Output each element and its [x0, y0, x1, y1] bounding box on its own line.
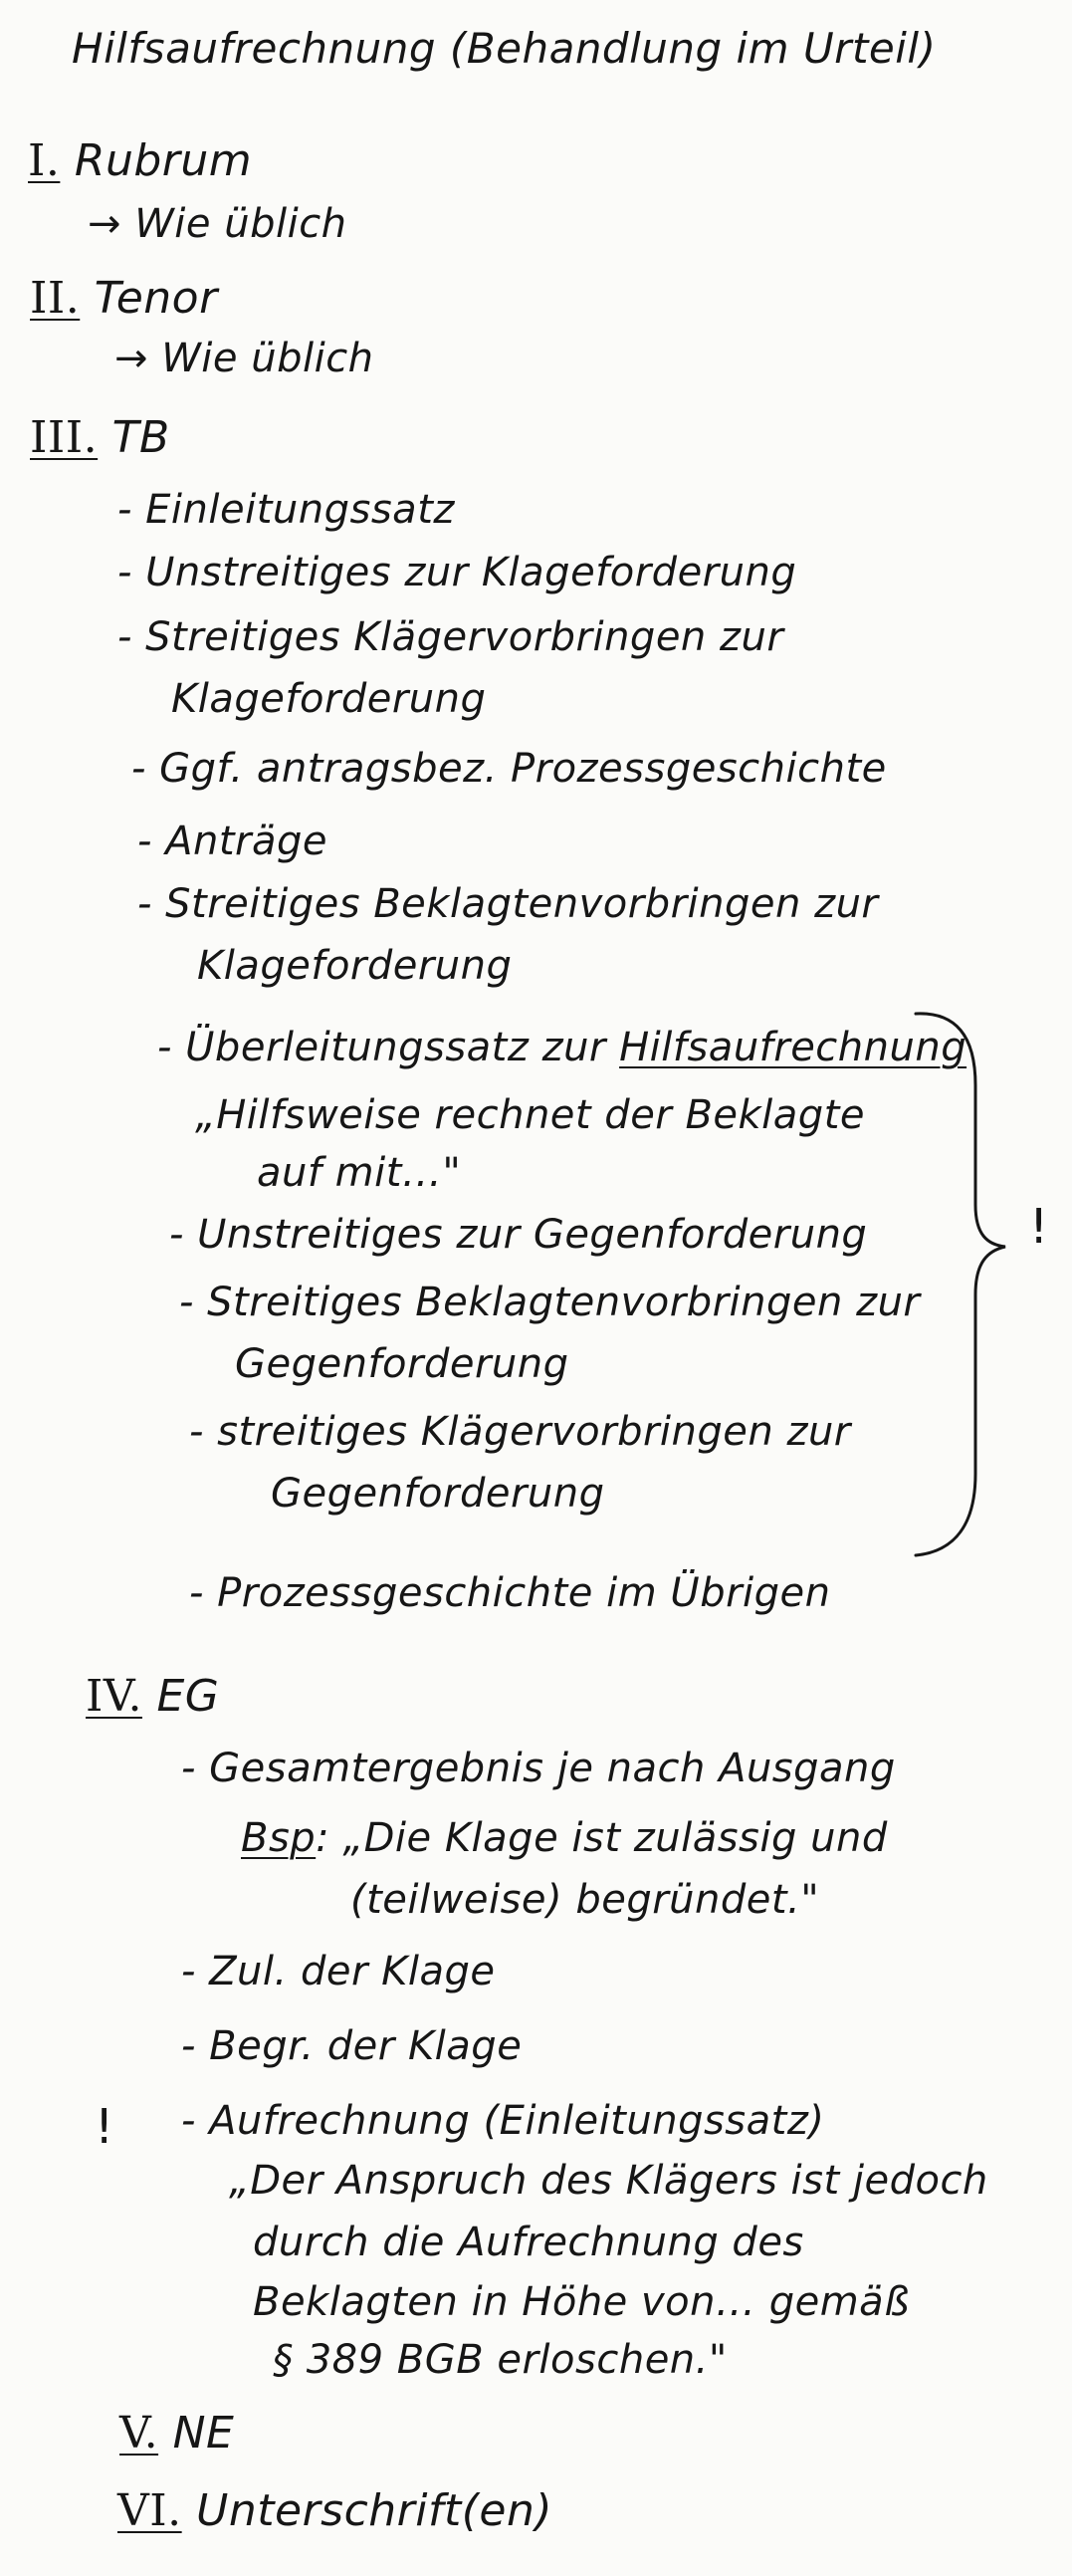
eg-example-text: : „Die Klage ist zulässig und [316, 1815, 888, 1861]
tb-item-after: - Prozessgeschichte im Übrigen [189, 1570, 831, 1616]
bracket-quote-line-2: auf mit…" [257, 1150, 462, 1196]
bracket-item-1-underlined: Hilfsaufrechnung [619, 1025, 967, 1070]
exclamation-mark-2: ! [95, 2099, 114, 2155]
section-2-heading [30, 273, 218, 324]
page-title: Hilfsaufrechnung (Behandlung im Urteil) [72, 24, 937, 73]
section-1-heading [28, 135, 253, 186]
eg-example-line-2: (teilweise) begründet." [350, 1877, 820, 1923]
eg-item-1: - Gesamtergebnis je nach Ausgang [181, 1746, 896, 1791]
tb-item-4: - Ggf. antragsbez. Prozessgeschichte [131, 746, 887, 792]
section-2-number: II. [30, 273, 81, 324]
exclamation-mark: ! [1029, 1199, 1049, 1255]
tb-item-5: - Anträge [137, 819, 328, 864]
bracket-quote-line-1: „Hilfsweise rechnet der Beklagte [195, 1092, 865, 1138]
eg-quote-line-1: „Der Anspruch des Klägers ist jedoch [229, 2158, 988, 2204]
bracket-item-4-cont: Gegenforderung [271, 1471, 605, 1517]
eg-quote-line-2: durch die Aufrechnung des [253, 2220, 804, 2265]
tb-item-6: - Streitiges Beklagtenvorbringen zur [137, 881, 879, 927]
section-4-number: IV. [86, 1671, 142, 1722]
bracket-item-1 [157, 1025, 967, 1070]
section-1-note: → Wie üblich [88, 201, 347, 247]
section-3-heading [30, 412, 170, 463]
tb-item-2: - Unstreitiges zur Klageforderung [117, 550, 797, 595]
bracket-item-1-prefix: - Überleitungssatz zur [157, 1025, 620, 1070]
section-5-heading [119, 2408, 235, 2459]
curly-brace-icon [896, 1006, 1015, 1563]
tb-item-3-cont: Klageforderung [171, 676, 487, 722]
section-6-heading [117, 2485, 553, 2536]
section-4-label: EG [156, 1671, 220, 1722]
eg-item-3: - Begr. der Klage [181, 2023, 523, 2069]
section-3-label: TB [111, 412, 170, 463]
eg-example-label: Bsp [241, 1815, 317, 1861]
bracket-item-2: - Unstreitiges zur Gegenforderung [169, 1212, 868, 1258]
section-4-heading [86, 1671, 220, 1722]
bracket-item-3: - Streitiges Beklagtenvorbringen zur [179, 1280, 921, 1325]
section-3-number: III. [30, 412, 99, 463]
bracket-item-4: - streitiges Klägervorbringen zur [189, 1409, 851, 1455]
bracket-item-3-cont: Gegenforderung [235, 1341, 569, 1387]
section-6-number: VI. [117, 2485, 182, 2536]
section-2-label: Tenor [94, 273, 218, 324]
section-2-note: → Wie üblich [114, 336, 374, 381]
section-5-number: V. [119, 2408, 159, 2459]
section-1-label: Rubrum [74, 135, 253, 186]
section-6-label: Unterschrift(en) [196, 2485, 553, 2536]
eg-quote-line-4: § 389 BGB erloschen." [273, 2337, 728, 2383]
tb-item-6-cont: Klageforderung [197, 943, 513, 989]
section-5-label: NE [172, 2408, 235, 2459]
eg-quote-line-3: Beklagten in Höhe von… gemäß [253, 2279, 910, 2325]
tb-item-1: - Einleitungssatz [117, 487, 455, 533]
section-1-number: I. [28, 135, 61, 186]
eg-item-2: - Zul. der Klage [181, 1949, 496, 1994]
eg-example-line-1 [241, 1815, 888, 1861]
eg-item-4: - Aufrechnung (Einleitungssatz) [181, 2098, 825, 2144]
tb-item-3: - Streitiges Klägervorbringen zur [117, 614, 784, 660]
